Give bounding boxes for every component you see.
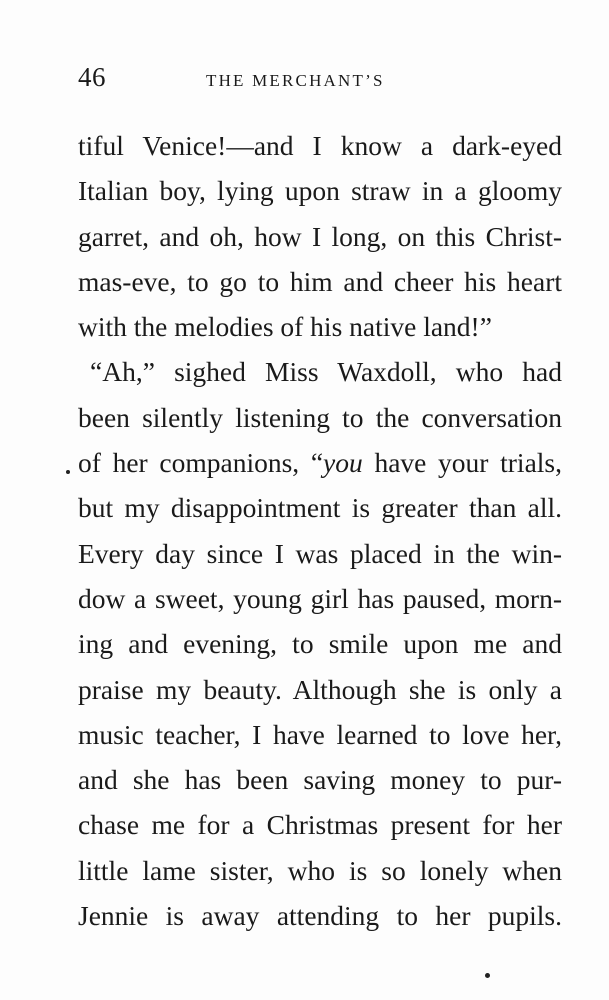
text-line: dow a sweet, young girl has paused, morn-: [78, 582, 562, 614]
text-line: ing and evening, to smile upon me and: [78, 628, 562, 660]
text-fragment: of her companions, “: [78, 447, 324, 479]
text-line: praise my beauty. Although she is only a: [78, 673, 562, 705]
text-line-with-italic: [78, 440, 562, 485]
body-text: [78, 123, 562, 938]
text-line: “Ah,” sighed Miss Waxdoll, who had: [90, 356, 562, 388]
text-line: Jennie is away attending to her pupils.: [78, 900, 562, 932]
text-line: been silently listening to the conversation: [78, 401, 562, 433]
text-line: little lame sister, who is so lonely when: [78, 854, 562, 886]
text-line: mas-eve, to go to him and cheer his heart: [78, 265, 562, 297]
text-line: and she has been saving money to pur-: [78, 764, 562, 796]
page-number: 46: [78, 62, 106, 92]
text-line: tiful Venice!—and I know a dark-eyed: [78, 130, 562, 161]
running-head: THE MERCHANT’S: [206, 71, 385, 90]
ink-speck: [485, 973, 490, 978]
text-line: chase me for a Christmas present for her: [78, 809, 562, 841]
text-line: with the melodies of his native land!”: [78, 311, 492, 343]
page-header: [78, 62, 558, 96]
text-line: garret, and oh, how I long, on this Christ-: [78, 220, 562, 252]
text-line: but my disappointment is greater than all.: [78, 492, 562, 524]
ink-speck: [66, 470, 70, 474]
text-fragment: have your trials,: [362, 447, 562, 479]
text-line: music teacher, I have learned to love her,: [78, 718, 562, 750]
text-line: Italian boy, lying upon straw in a gloomy: [78, 175, 562, 207]
italic-word: you: [323, 447, 363, 479]
text-line: Every day since I was placed in the win-: [78, 537, 562, 569]
